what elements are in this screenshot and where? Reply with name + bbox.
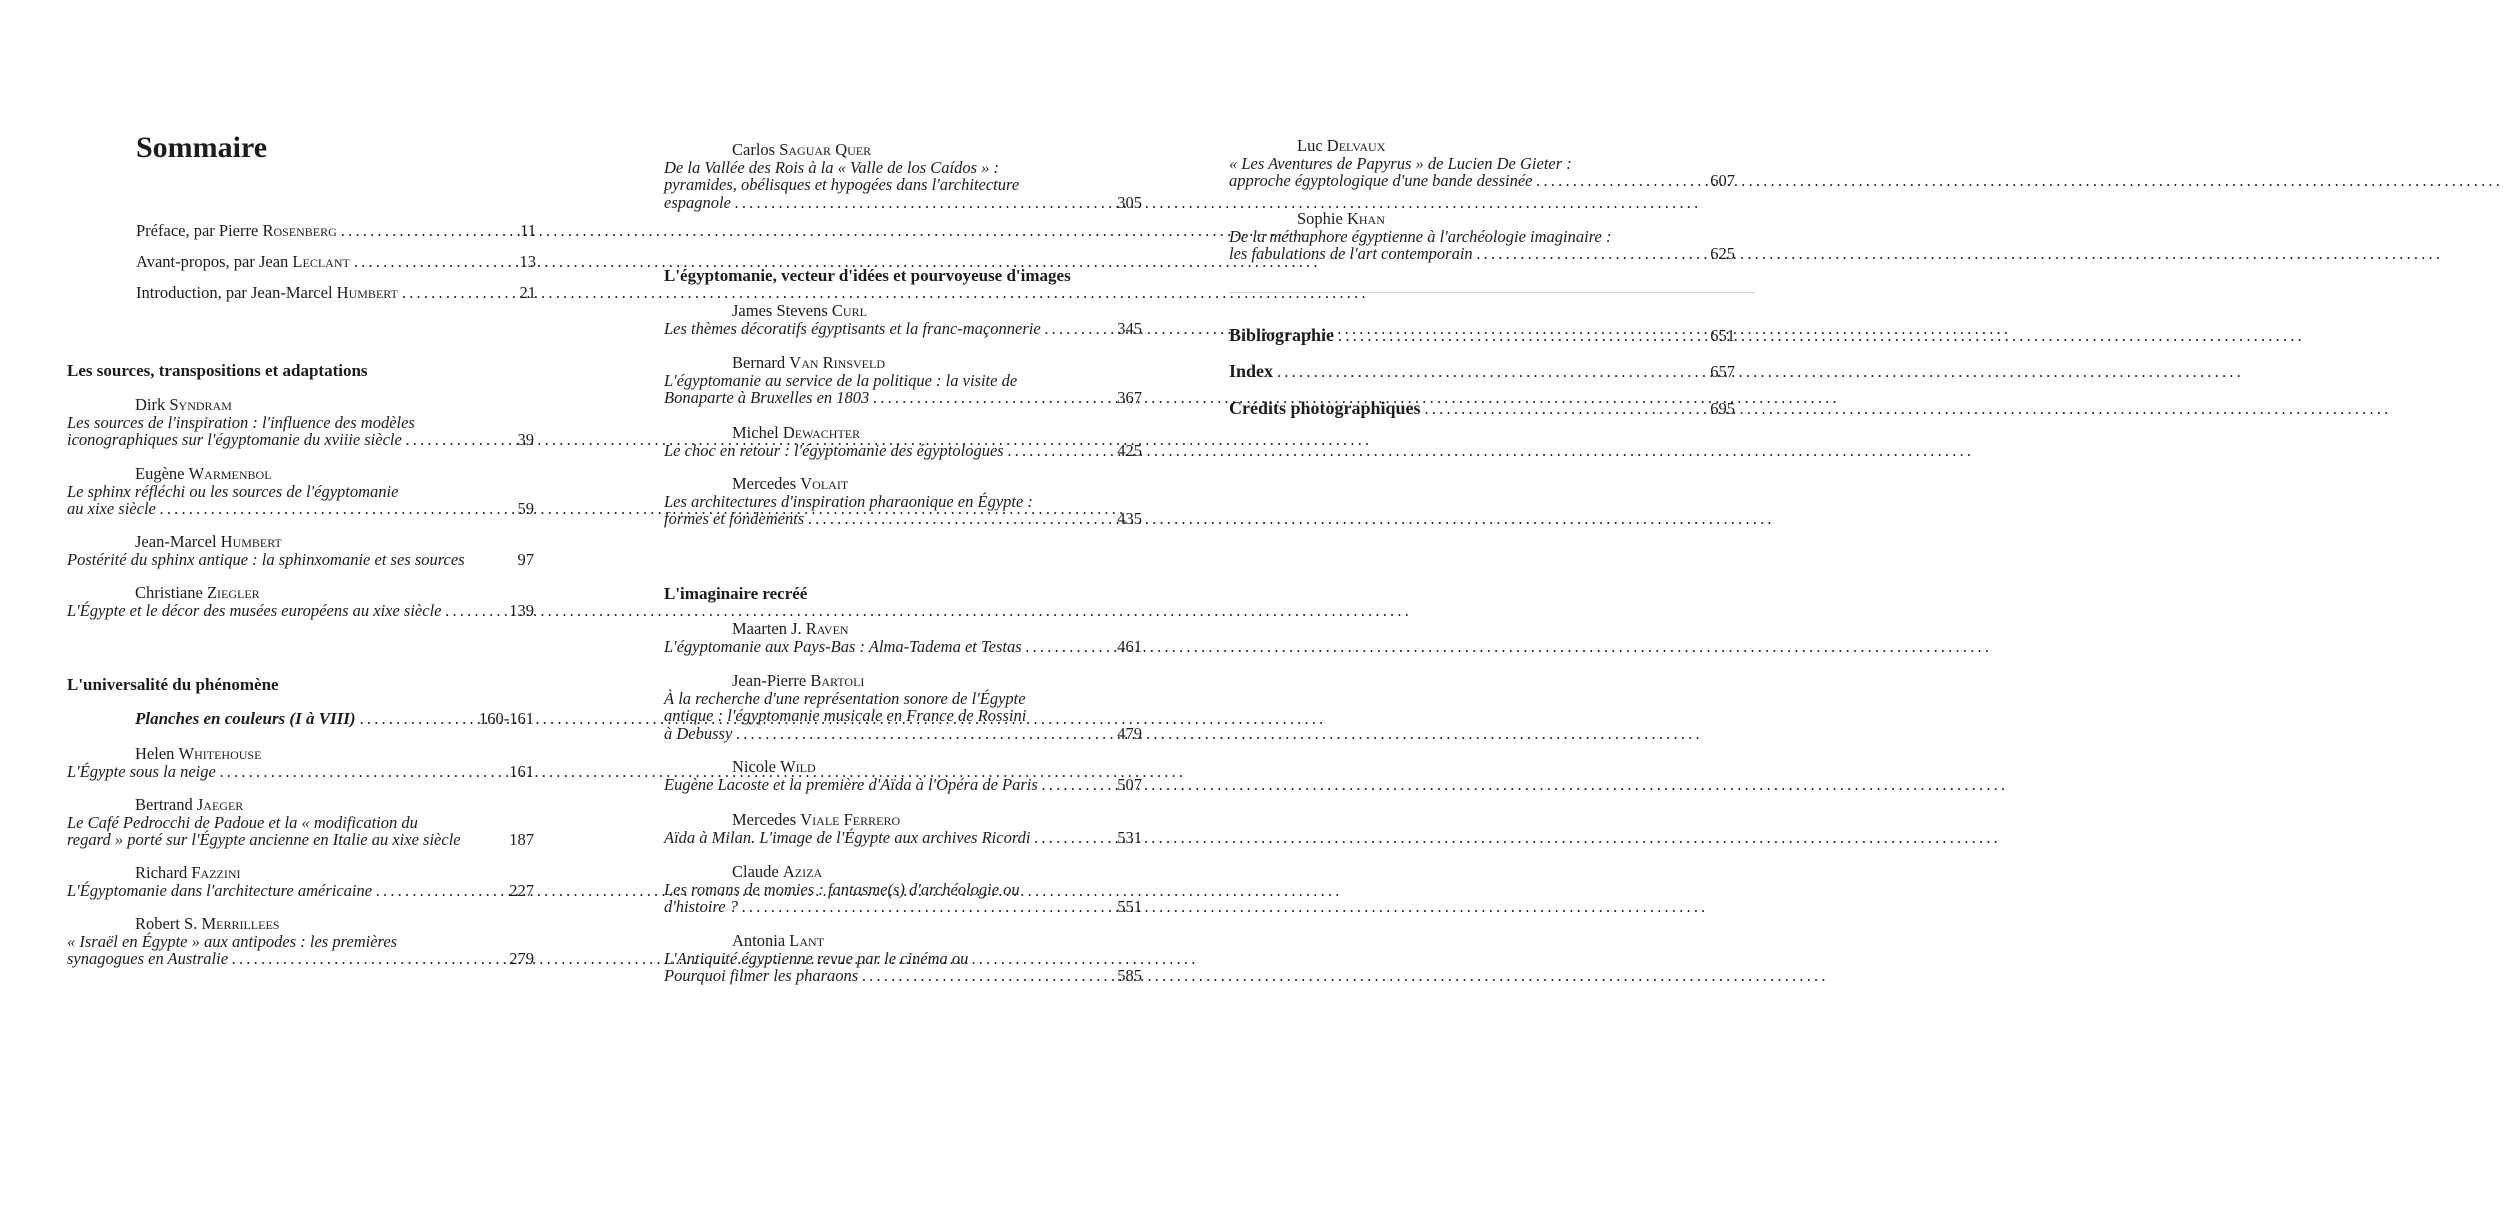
author-first-name: Jean-Pierre [732,671,811,690]
author-last-name: Viale Ferrero [800,810,901,829]
entry-title-line: L'Égyptomanie dans l'architecture américaine [67,880,373,900]
entry-author [664,932,1142,950]
entry-title-line: pyramides, obélisques et hypogées dans l'architecture [664,175,1020,194]
toc-entry-bibliographie[interactable] [1229,327,1735,345]
author-first-name: Christiane [135,583,207,602]
leader-dots [1273,363,1704,381]
author-last-name: Saguar Quer [779,140,872,159]
entry-title-line: regard » porté sur l'Égypte ancienne en Italie au xixe siècle [67,830,461,849]
author-first-name: Robert S. [135,914,202,933]
toc-entry-preface[interactable] [136,222,536,240]
section-heading: L'imaginaire recréé [664,584,808,603]
author-last-name: Merrillees [201,914,280,933]
toc-entry[interactable] [1229,137,1735,190]
entry-title-line: Le choc en retour : l'égyptomanie des égyptologues [664,440,1004,460]
leader-dots [732,725,1111,743]
entry-title-line: formes et fondements [664,509,805,528]
entry-author [67,533,534,551]
leader-dots [869,389,1111,407]
author-first-name: Nicole [732,757,781,776]
page-number: 367 [1117,388,1142,407]
page-number: 585 [1117,966,1142,985]
leader-dots [738,898,1111,916]
entry-label: Crédits photographiques [1229,398,1421,418]
author-last-name: Volait [800,474,849,493]
page-number: 305 [1117,192,1142,212]
page-number: 507 [1117,774,1142,794]
entry-title-line: Les romans de momies : fantasme(s) d'archéologie ou [664,879,1020,899]
entry-title-line: L'Antiquité égyptienne revue par le cinéma ou [664,948,969,968]
entry-author [664,141,1142,159]
page-number: 97 [517,549,534,569]
author-last-name: Delvaux [1326,136,1386,155]
author-first-name: Helen [135,744,179,763]
entry-title-line: au xixe siècle [67,499,156,518]
entry-author [67,465,534,483]
entry-author-name: Leclant [292,252,350,271]
leader-dots [216,763,503,781]
author-last-name: Jaeger [196,795,244,814]
entry-author [67,915,534,933]
leader-dots [1022,638,1112,656]
leader-dots [372,882,503,900]
author-first-name: Antonia [732,931,790,950]
entry-author-name: Humbert [336,283,398,302]
entry-title-line: De la méthaphore égyptienne à l'archéologie imaginaire : [1229,226,1612,246]
entry-label: Introduction, par Jean-Marcel [136,283,337,302]
page-number: 651 [1710,326,1735,345]
entry-title-line: À la recherche d'une représentation sonore de l'Égypte [664,688,1026,708]
author-last-name: Fazzini [191,863,241,882]
entry-label: Préface, par Pierre [136,221,263,240]
author-first-name: Mercedes [732,474,801,493]
divider [1229,292,1755,293]
leader-dots [442,602,504,620]
leader-dots [402,431,512,449]
author-first-name: Luc [1297,136,1327,155]
toc-entry[interactable] [664,758,1142,793]
author-first-name: Eugène [135,464,189,483]
toc-entry-planches[interactable] [67,710,534,728]
entry-title-line: L'égyptomanie au service de la politique : la visite de [664,370,1018,390]
entry-author [67,745,534,763]
toc-entry[interactable] [664,424,1142,459]
author-last-name: Warmenbol [188,464,272,483]
section-heading: Les sources, transpositions et adaptations [67,361,368,380]
page-number: 160-161 [479,709,534,728]
page-number: 435 [1117,509,1142,528]
entry-title-line: L'égyptomanie aux Pays-Bas : Alma-Tadema et Testas [664,636,1022,656]
entry-author [664,672,1142,690]
page-number: 11 [520,221,536,240]
author-last-name: Ziegler [206,583,260,602]
section-heading: L'égyptomanie, vecteur d'idées et pourvoyeuse d'images [664,266,1071,285]
author-last-name: Humbert [220,532,282,551]
entry-author [664,475,1142,493]
leader-dots [350,253,514,271]
toc-entry[interactable] [67,915,534,968]
leader-dots [1004,442,1112,460]
author-last-name: Curl [831,301,867,320]
toc-entry[interactable] [67,796,534,849]
entry-author [67,396,534,414]
entry-label: Bibliographie [1229,325,1335,345]
page-number: 345 [1117,318,1142,338]
entry-label: Index [1229,361,1274,381]
page-number: 161 [509,761,534,781]
toc-entry[interactable] [664,863,1142,916]
entry-author [664,811,1142,829]
entry-title-line: synagogues en Australie [67,949,229,968]
entry-title-line: les fabulations de l'art contemporain [1229,244,1473,263]
author-last-name: Lant [789,931,825,950]
leader-dots [1334,327,1704,345]
entry-title-line: Les thèmes décoratifs égyptisants et la franc-maçonnerie [664,318,1041,338]
leader-dots [1030,829,1111,847]
page-number: 657 [1710,362,1735,381]
leader-dots [356,710,473,728]
page-number: 39 [517,430,534,449]
toc-entry[interactable] [67,396,534,449]
author-first-name: Richard [135,863,192,882]
author-first-name: Bernard [732,353,790,372]
leader-dots [858,967,1111,985]
author-last-name: Aziza [782,862,823,881]
entry-title-line: « Les Aventures de Papyrus » de Lucien De Gieter : [1229,153,1572,173]
entry-title-line: « Israël en Égypte » aux antipodes : les premières [67,931,398,951]
page-number: 139 [509,600,534,620]
page-number: 59 [517,499,534,518]
section-heading: L'universalité du phénomène [67,675,279,694]
entry-title-line: espagnole [664,192,731,212]
entry-author [664,863,1142,881]
author-last-name: Raven [805,619,849,638]
entry-author [67,864,534,882]
leader-dots [1421,400,1705,418]
page-title: Sommaire [136,131,268,164]
page-number: 279 [509,949,534,968]
page-number: 227 [509,880,534,900]
entry-label: Avant-propos, par Jean [136,252,293,271]
entry-title-line: Le sphinx réfléchi ou les sources de l'égyptomanie [67,481,399,501]
toc-entry[interactable] [664,932,1142,985]
entry-label: Planches en couleurs (I à VIII) [135,709,356,728]
author-last-name: Wild [780,757,816,776]
leader-dots [228,950,503,968]
entry-title-line: iconographiques sur l'égyptomanie du xviiie siècle [67,430,402,449]
toc-entry[interactable] [67,533,534,568]
page-number: 695 [1710,399,1735,418]
entry-author [67,796,534,814]
toc-entry[interactable] [1229,210,1735,263]
leader-dots [1473,245,1705,263]
author-last-name: Syndram [169,395,232,414]
toc-entry-index[interactable] [1229,363,1735,381]
entry-title-line: Aïda à Milan. L'image de l'Égypte aux archives Ricordi [664,827,1031,847]
entry-author [664,302,1142,320]
entry-title-line: Eugène Lacoste et la première d'Aïda à l'Opéra de Paris [664,774,1038,794]
author-first-name: Carlos [732,140,780,159]
entry-title-line: Pourquoi filmer les pharaons [664,966,859,985]
leader-dots [1038,776,1111,794]
page-number: 531 [1117,827,1142,847]
leader-dots [156,500,512,518]
toc-entry[interactable] [664,141,1142,211]
author-first-name: Dirk [135,395,170,414]
entry-title-line: Le Café Pedrocchi de Padoue et la « modification du [67,812,418,832]
entry-author [664,620,1142,638]
author-first-name: James Stevens [732,301,832,320]
page-number: 625 [1710,244,1735,263]
toc-entry[interactable] [664,620,1142,655]
page-number: 551 [1117,897,1142,916]
author-first-name: Sophie [1297,209,1347,228]
toc-entry[interactable] [664,811,1142,846]
author-last-name: Whitehouse [178,744,262,763]
page-number: 479 [1117,723,1142,743]
page-number: 607 [1710,171,1735,190]
toc-entry-credits[interactable] [1229,400,1735,418]
author-first-name: Michel [732,423,783,442]
leader-dots [337,222,514,240]
entry-title-line: d'histoire ? [664,897,738,916]
author-first-name: Maarten J. [732,619,806,638]
toc-entry[interactable] [664,302,1142,337]
toc-entry[interactable] [67,584,534,619]
author-last-name: Khan [1346,209,1385,228]
entry-title-line: Bonaparte à Bruxelles en 1803 [664,388,870,407]
toc-entry[interactable] [67,745,534,780]
entry-title-line: De la Vallée des Rois à la « Valle de los Caídos » : [664,157,1000,177]
leader-dots [398,284,514,302]
author-last-name: Dewachter [782,423,861,442]
entry-title-line: approche égyptologique d'une bande dessinée [1229,171,1533,190]
entry-title-line: Postérité du sphinx antique : la sphinxomanie et ses sources [67,549,465,569]
entry-title-line: antique : l'égyptomanie musicale en France de Rossini [664,706,1027,725]
entry-title-line: Les architectures d'inspiration pharaonique en Égypte : [664,491,1033,511]
entry-title-line: Les sources de l'inspiration : l'influence des modèles [67,412,415,432]
author-last-name: Bartoli [810,671,865,690]
entry-author [1229,210,1735,228]
leader-dots [804,510,1111,528]
toc-entry-avant-propos[interactable] [136,253,536,271]
author-first-name: Claude [732,862,783,881]
toc-entry-introduction[interactable] [136,284,536,302]
entry-title-line: à Debussy [664,723,733,743]
author-first-name: Mercedes [732,810,801,829]
leader-dots [1533,172,1705,190]
toc-entry[interactable] [664,475,1142,528]
entry-author [67,584,534,602]
author-first-name: Jean-Marcel [135,532,221,551]
page-number: 425 [1117,440,1142,460]
leader-dots [1041,320,1112,338]
toc-entry[interactable] [67,864,534,899]
entry-author [664,354,1142,372]
author-first-name: Bertrand [135,795,197,814]
toc-entry[interactable] [664,672,1142,742]
entry-author [664,758,1142,776]
entry-title-line: L'Égypte et le décor des musées européens au xixe siècle [67,600,442,620]
author-last-name: Van Rinsveld [789,353,885,372]
entry-title-line: L'Égypte sous la neige [67,761,216,781]
entry-author-name: Rosenberg [262,221,337,240]
leader-dots [731,194,1111,212]
toc-entry[interactable] [664,354,1142,407]
toc-entry[interactable] [67,465,534,518]
entry-author [664,424,1142,442]
entry-author [1229,137,1735,155]
page-number: 21 [519,283,536,302]
page-number: 187 [509,830,534,849]
page-number: 13 [519,252,536,271]
page-number: 461 [1117,636,1142,656]
